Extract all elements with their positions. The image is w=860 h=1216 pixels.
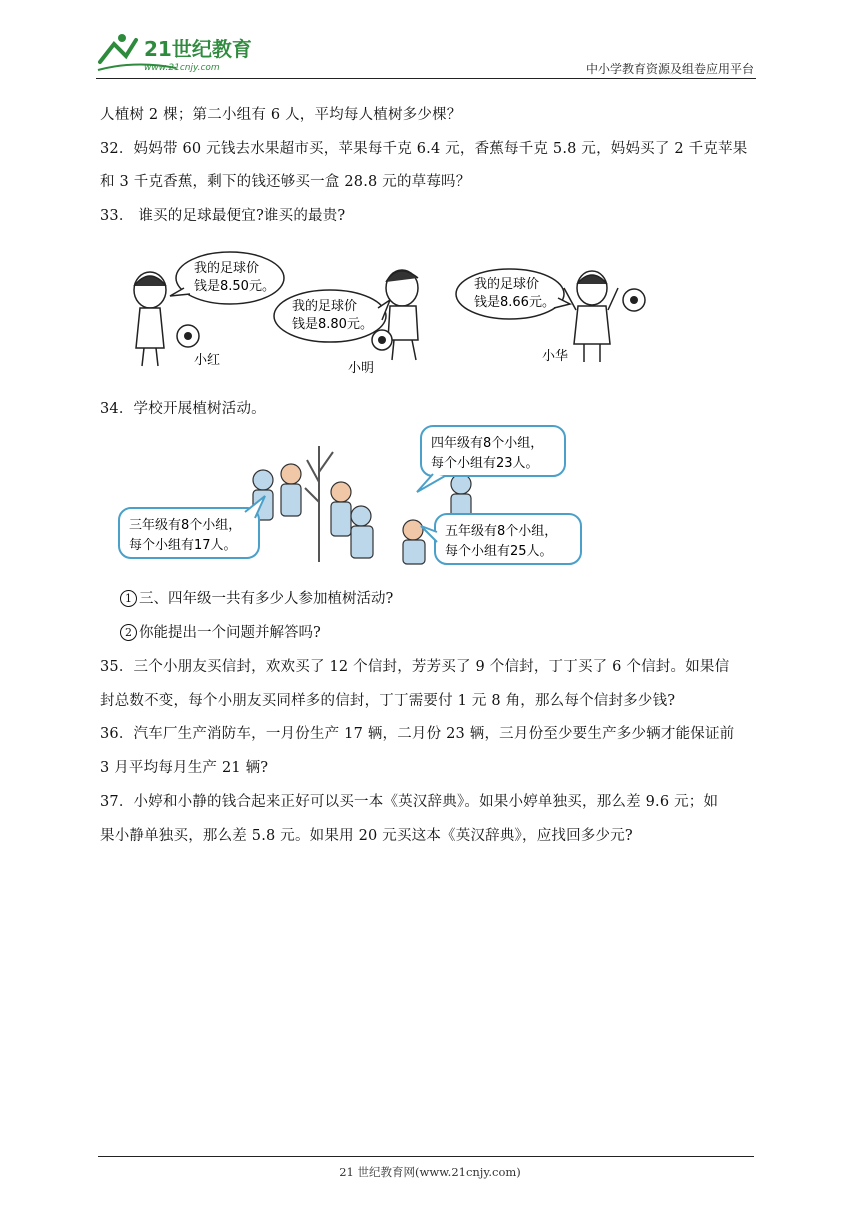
tree-figure [305,446,333,562]
q32-line1: 32．妈妈带 60 元钱去水果超市买，苹果每千克 6.4 元，香蕉每千克 5.8 元，妈妈买了 2 千克苹果 [100,141,748,157]
speech-bubble-xiaohong [170,252,284,304]
q31-continued: 人植树 2 棵；第二小组有 6 人，平均每人植树多少棵？ [100,107,462,123]
q32-line2: 和 3 千克香蕉，剩下的钱还够买一盒 28.8 元的草莓吗？ [100,174,471,190]
q34-sub2-text: 你能提出一个问题并解答吗? [139,625,321,641]
bubble2-line1: 我的足球价 [292,299,358,314]
q36-line1: 36．汽车厂生产消防车，一月份生产 17 辆，二月份 23 辆，三月份至少要生产多少辆才能保证前 [100,726,735,742]
grade5-line2: 每个小组有25人。 [445,544,553,559]
bubble1-line2: 钱是8.50元。 [194,279,275,294]
logo-text: 21世纪教育 [144,37,252,61]
platform-name: 中小学教育资源及组卷应用平台 [585,62,754,76]
page-header [96,30,760,78]
header-rule [96,78,756,79]
football-illustration [118,248,658,378]
q34-text: 34．学校开展植树活动。 [100,401,266,417]
boy-xiaoming-figure [386,270,418,360]
q34-sub1-text: 三、四年级一共有多少人参加植树活动? [139,591,394,607]
logo-url: www.21cnjy.com [144,63,220,73]
grade3-line2: 每个小组有17人。 [129,538,237,553]
q34-sub2 [120,622,321,644]
grade5-line1: 五年级有8个小组， [445,524,558,539]
q33-text: 33． 谁买的足球最便宜?谁买的最贵? [100,208,346,224]
name-xiaohong: 小红 [194,353,221,368]
grade3-line1: 三年级有8个小组， [129,518,242,533]
footer-rule [98,1156,754,1157]
speech-bubble-xiaohua [456,269,570,319]
q37-line2: 果小静单独买，那么差 5.8 元。如果用 20 元买这本《英汉辞典》，应找回多少元? [100,828,633,844]
footer-text: 21 世纪教育网(www.21cnjy.com) [339,1165,521,1179]
girl-xiaohong-figure [134,272,166,366]
q35-line2: 封总数不变，每个小朋友买同样多的信封，丁丁需要付 1 元 8 角，那么每个信封多少钱? [100,693,676,709]
q35-line1: 35．三个小朋友买信封，欢欢买了 12 个信封，芳芳买了 9 个信封，丁丁买了 6 个信封。如果信 [100,659,730,675]
q37-line1: 37．小婷和小静的钱合起来正好可以买一本《英汉辞典》。如果小婷单独买，那么差 9.6 元；如 [100,794,719,810]
circled-number-2: 2 [120,624,137,641]
bubble2-line2: 钱是8.80元。 [292,317,373,332]
speech-box-grade4 [417,426,565,492]
tree-planting-illustration [115,422,585,570]
grade4-line1: 四年级有8个小组， [431,436,544,451]
football-icon [177,325,199,347]
speech-bubble-xiaoming [274,290,390,342]
q36-line2: 3 月平均每月生产 21 辆? [100,760,269,776]
bubble3-line1: 我的足球价 [474,277,540,292]
site-logo [96,30,276,76]
name-xiaoming: 小明 [348,361,375,376]
grade4-line2: 每个小组有23人。 [431,456,539,471]
name-xiaohua: 小华 [542,349,569,364]
football-icon [623,289,645,311]
bubble3-line2: 钱是8.66元。 [474,295,555,310]
circled-number-1: 1 [120,590,137,607]
bubble1-line1: 我的足球价 [194,261,260,276]
speech-box-grade3 [119,496,265,558]
q34-sub1 [120,588,393,610]
girl-xiaohua-figure [564,271,618,362]
football-icon [372,330,392,350]
speech-box-grade5 [421,514,581,564]
